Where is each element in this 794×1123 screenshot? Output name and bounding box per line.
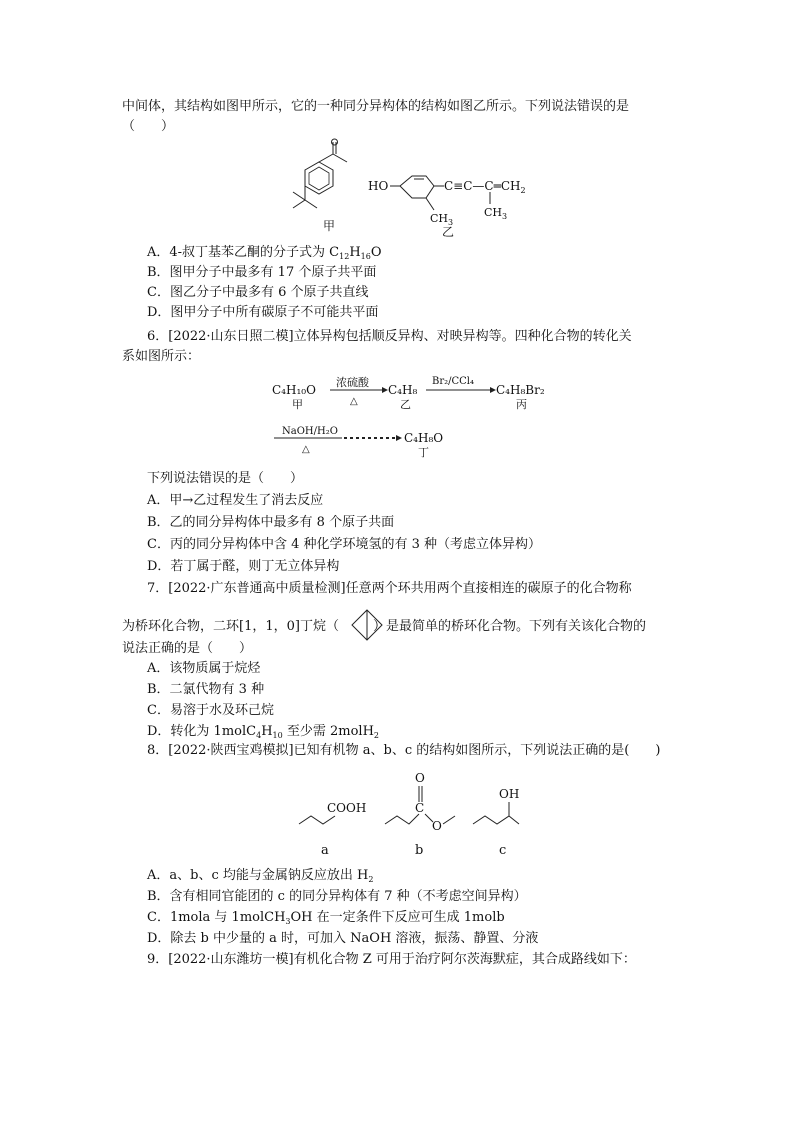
- q6-label-jia: 甲: [292, 398, 303, 411]
- q6-stem-line2: 系如图所示：: [122, 349, 201, 364]
- q5-figure-yi-ch3-ring: $CH_3$: [430, 212, 454, 227]
- q8-label-c: c: [499, 843, 507, 858]
- q8-option-d: D．除去 b 中少量的 a 时，可加入 NaOH 溶液，振荡、静置、分液: [147, 931, 539, 946]
- q8-option-a: A．a、b、c 均能与金属钠反应放出 $H_2$: [147, 868, 374, 884]
- q6-label-bing: 丙: [516, 398, 527, 411]
- q7-stem-line3: 说法正确的是（ ）: [122, 641, 253, 656]
- q6-option-d: D．若丁属于醛，则丁无立体异构: [147, 559, 340, 574]
- q8-option-b: B．含有相同官能团的 c 的同分异构体有 7 种（不考虑空间异构）: [147, 889, 527, 904]
- q6-compound-yi: C₄H₈: [388, 383, 418, 397]
- q5-figure-yi-chain: $C\equiv C—C═CH_2$: [444, 179, 526, 195]
- q6-reagent-2: Br₂/CCl₄: [432, 376, 475, 387]
- q8-option-c: C．1mola 与 1molCH$_3$OH 在一定条件下反应可生成 1molb: [147, 910, 505, 926]
- q8-b-o-top: O: [415, 771, 425, 785]
- q6-stem-line1: 6．[2022·山东日照二模]立体异构包括顺反异构、对映异构等。四种化合物的转化关: [147, 329, 632, 344]
- q9-stem: 9．[2022·山东潍坊一模]有机化合物 Z 可用于治疗阿尔茨海默症，其合成路线如下：: [147, 952, 636, 967]
- bicyclobutane-structure: [350, 608, 384, 642]
- q7-option-a: A．该物质属于烷烃: [147, 661, 261, 676]
- q5-option-b: B．图甲分子中最多有 17 个原子共平面: [147, 265, 377, 280]
- q6-option-b: B．乙的同分异构体中最多有 8 个原子共面: [147, 515, 395, 530]
- q6-label-yi: 乙: [400, 398, 411, 411]
- q5-figure-yi-label: 乙: [442, 225, 455, 239]
- q8-a-group: COOH: [327, 801, 367, 815]
- q8-label-a: a: [321, 843, 329, 858]
- q6-option-c: C．丙的同分异构体中含 4 种化学环境氢的有 3 种（考虑立体异构）: [147, 537, 542, 552]
- q8-b-o-ester: O: [432, 819, 442, 833]
- q5-answer-paren: （ ）: [122, 119, 175, 134]
- q8-stem: 8．[2022·陕西宝鸡模拟]已知有机物 a、b、c 的结构如图所示，下列说法正确的是( ): [147, 743, 661, 758]
- q5-option-d: D．图甲分子中所有碳原子不可能共平面: [147, 305, 379, 320]
- q8-b-carbon: C: [415, 801, 425, 815]
- q5-stem: 中间体，其结构如图甲所示，它的一种同分异构体的结构如图乙所示。下列说法错误的是: [122, 99, 630, 114]
- q6-question: 下列说法错误的是（ ）: [147, 471, 304, 486]
- q6-reagent-3: NaOH/H₂O: [282, 426, 338, 437]
- q7-option-d: D．转化为 $1molC_4H_{10}$ 至少需 2molH$_2$: [147, 724, 379, 740]
- q6-compound-jia: C₄H₁₀O: [272, 383, 316, 397]
- q5-figure-yi-ch3-chain: $CH_3$: [484, 206, 508, 221]
- q7-stem-line2: 为桥环化合物，二环[1，1，0]丁烷（ ）是最简单的桥环化合物。下列有关该化合物的: [122, 619, 646, 634]
- q5-option-c: C．图乙分子中最多有 6 个原子共直线: [147, 285, 369, 300]
- q8-label-b: b: [415, 843, 424, 858]
- q5-figure-yi: [368, 160, 568, 240]
- q6-heat-3: △: [302, 444, 310, 455]
- q5-figure-yi-ho: HO: [368, 179, 389, 193]
- q7-option-c: C．易溶于水及环己烷: [147, 703, 274, 718]
- q5-figure-jia-label: 甲: [323, 219, 336, 233]
- q8-structures: [295, 770, 535, 862]
- q7-stem-line1: 7．[2022·广东普通高中质量检测]任意两个环共用两个直接相连的碳原子的化合物称: [147, 581, 632, 596]
- q6-option-a: A．甲→乙过程发生了消去反应: [147, 493, 324, 508]
- q6-reagent-1: 浓硫酸: [336, 376, 369, 389]
- q6-heat-1: △: [350, 396, 358, 407]
- q5-option-a: A．4-叔丁基苯乙酮的分子式为 $C_{12}H_{16}O$: [147, 245, 382, 261]
- q6-compound-bing: C₄H₈Br₂: [496, 383, 545, 397]
- q6-compound-ding: C₄H₈O: [404, 431, 444, 445]
- q7-option-b: B．二氯代物有 3 种: [147, 682, 265, 697]
- q6-label-ding: 丁: [418, 446, 429, 459]
- q6-reaction-scheme: [270, 374, 560, 464]
- q8-c-group: OH: [499, 787, 520, 801]
